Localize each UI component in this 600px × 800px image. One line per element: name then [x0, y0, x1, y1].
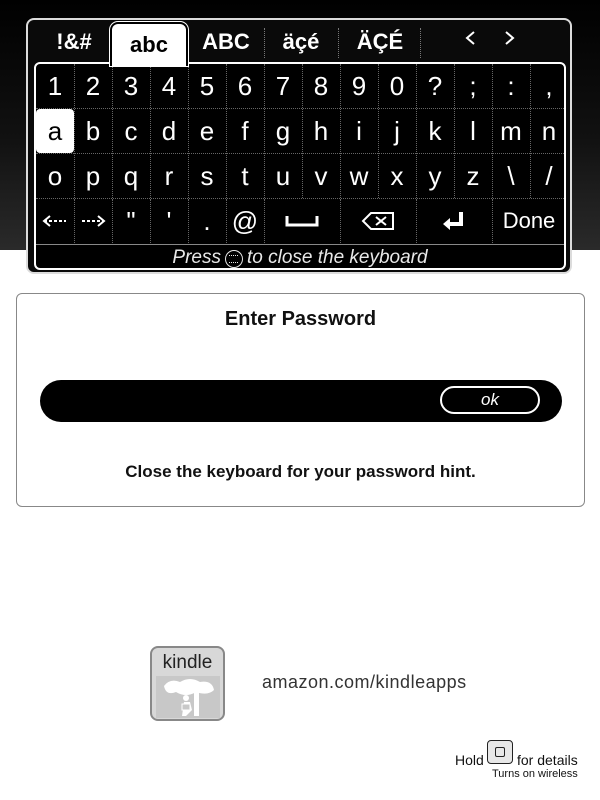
tab-divider	[264, 28, 265, 58]
key-3-7[interactable]: v	[314, 160, 328, 191]
key-3-5[interactable]: t	[241, 160, 249, 191]
key-2-2[interactable]: c	[124, 115, 138, 146]
onscreen-keyboard	[26, 18, 572, 274]
key-divider	[150, 64, 151, 198]
enter-key[interactable]	[416, 199, 492, 243]
key-divider	[74, 199, 75, 243]
key-1-0[interactable]: 1	[47, 70, 63, 101]
tab-accented-upper[interactable]: ÄÇÉ	[356, 29, 404, 54]
key-divider	[454, 64, 455, 198]
cursor-right-key[interactable]	[74, 199, 112, 243]
key-3-2[interactable]: q	[123, 160, 139, 191]
password-dialog	[16, 293, 585, 507]
key-2-12[interactable]: m	[500, 115, 522, 146]
key-divider	[492, 199, 493, 243]
key-3-13[interactable]: /	[545, 160, 553, 191]
key-1-9[interactable]: 0	[389, 70, 405, 101]
kindle-logo-text: kindle	[162, 652, 213, 673]
hold-for-details	[455, 740, 585, 784]
key-divider	[112, 199, 113, 243]
wireless-button-icon	[487, 740, 513, 764]
reading-tree-icon	[156, 676, 220, 718]
key-2-10[interactable]: k	[428, 115, 442, 146]
dialog-title: Enter Password	[224, 308, 377, 330]
key-divider	[264, 64, 265, 198]
key-1-8[interactable]: 9	[351, 70, 367, 101]
key-divider	[340, 64, 341, 198]
tab-uppercase[interactable]: ABC	[202, 29, 250, 54]
key-1-6[interactable]: 7	[275, 70, 291, 101]
key-2-4[interactable]: e	[199, 115, 215, 146]
key-1-5[interactable]: 6	[237, 70, 253, 101]
key-3-10[interactable]: y	[428, 160, 442, 191]
key-2-7[interactable]: h	[313, 115, 329, 146]
tab-symbols[interactable]: !&#	[56, 29, 92, 54]
key-3-0[interactable]: o	[47, 160, 63, 191]
keyboard-icon	[225, 250, 243, 268]
next-page-icon[interactable]	[502, 30, 516, 51]
key-divider	[74, 64, 75, 198]
key-divider	[492, 64, 493, 198]
key-3-4[interactable]: s	[200, 160, 214, 191]
footer-press-text: Press	[172, 246, 221, 268]
key-1-3[interactable]: 4	[161, 70, 177, 101]
double-quote-key[interactable]: "	[126, 205, 136, 236]
key-divider	[226, 199, 227, 243]
key-divider	[302, 64, 303, 198]
tab-divider	[338, 28, 339, 58]
keyboard-footer	[36, 244, 564, 270]
details-label: for details	[517, 752, 578, 768]
key-2-11[interactable]: l	[470, 115, 476, 146]
key-2-13[interactable]: n	[541, 115, 557, 146]
key-2-5[interactable]: f	[241, 115, 249, 146]
key-1-7[interactable]: 8	[313, 70, 329, 101]
key-divider	[188, 64, 189, 198]
keyboard-keys	[34, 62, 566, 270]
key-2-0[interactable]: a	[36, 109, 74, 153]
key-2-6[interactable]: g	[275, 115, 291, 146]
key-divider	[264, 199, 265, 243]
period-key[interactable]: .	[203, 205, 211, 236]
backspace-key[interactable]	[340, 199, 416, 243]
key-1-1[interactable]: 2	[85, 70, 101, 101]
key-divider	[416, 199, 417, 243]
key-3-8[interactable]: w	[349, 160, 369, 191]
key-3-12[interactable]: \	[507, 160, 515, 191]
keyboard-tabs	[28, 20, 570, 62]
key-2-1[interactable]: b	[85, 115, 101, 146]
key-3-1[interactable]: p	[85, 160, 101, 191]
key-1-4[interactable]: 5	[199, 70, 215, 101]
key-divider	[340, 199, 341, 243]
space-key[interactable]	[264, 199, 340, 243]
tab-lowercase[interactable]: abc	[110, 22, 188, 66]
key-1-10[interactable]: ?	[427, 70, 443, 101]
key-divider	[112, 64, 113, 198]
key-2-9[interactable]: j	[394, 115, 400, 146]
done-key[interactable]: Done	[502, 208, 556, 233]
ok-button[interactable]: ok	[440, 386, 540, 414]
key-2-8[interactable]: i	[356, 115, 362, 146]
hold-label: Hold	[455, 752, 484, 768]
key-3-3[interactable]: r	[164, 160, 174, 191]
key-2-3[interactable]: d	[161, 115, 177, 146]
prev-page-icon[interactable]	[464, 30, 478, 51]
footer-rest-text: to close the keyboard	[246, 246, 428, 268]
password-hint-text: Close the keyboard for your password hint.	[125, 462, 476, 481]
key-1-2[interactable]: 3	[123, 70, 139, 101]
key-3-11[interactable]: z	[466, 160, 480, 191]
key-1-12[interactable]: :	[507, 70, 515, 101]
kindle-logo	[150, 646, 225, 721]
key-divider	[188, 199, 189, 243]
key-1-11[interactable]: ;	[469, 70, 477, 101]
key-divider	[226, 64, 227, 198]
cursor-left-key[interactable]	[36, 199, 74, 243]
key-divider	[150, 199, 151, 243]
single-quote-key[interactable]: '	[166, 205, 172, 236]
wireless-subtext: Turns on wireless	[492, 768, 578, 780]
key-divider	[416, 64, 417, 198]
tab-divider	[420, 28, 421, 58]
password-input[interactable]	[40, 380, 562, 422]
at-key[interactable]: @	[231, 205, 259, 236]
key-3-6[interactable]: u	[275, 160, 291, 191]
kindle-apps-url[interactable]: amazon.com/kindleapps	[262, 672, 467, 692]
key-1-13[interactable]: ,	[545, 70, 553, 101]
key-divider	[530, 64, 531, 198]
key-divider	[378, 64, 379, 198]
key-3-9[interactable]: x	[390, 160, 404, 191]
tab-accented-lower[interactable]: äçé	[282, 29, 320, 54]
